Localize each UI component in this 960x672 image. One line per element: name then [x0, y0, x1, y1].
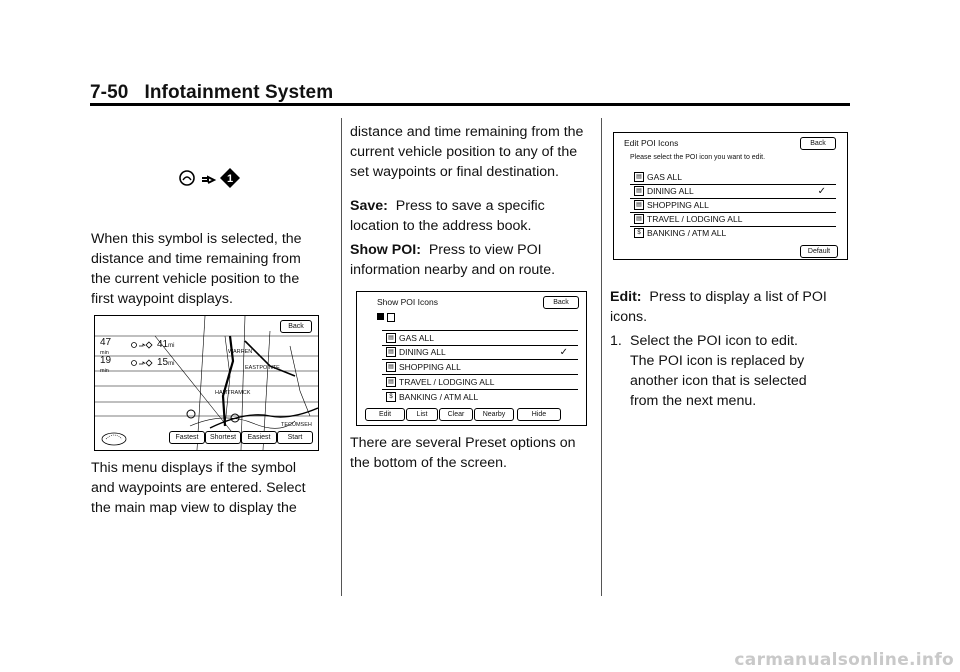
list-item[interactable]: ▤ GAS ALL: [382, 330, 578, 346]
poi-icon-2: [387, 313, 395, 322]
map-label-eastpointe: EASTPOINTE: [245, 365, 280, 371]
fastest-button[interactable]: Fastest: [169, 431, 205, 444]
col2-paragraph-1: distance and time remaining from the current vehicle position to any of the set waypoints or final destination.: [350, 124, 584, 180]
dining-icon: ▤: [634, 186, 644, 196]
shortest-button[interactable]: Shortest: [205, 431, 241, 444]
col2-paragraph-2: There are several Preset options on the bottom of the screen.: [350, 435, 576, 471]
dining-icon: ▤: [386, 347, 396, 357]
svg-text:1: 1: [226, 173, 234, 185]
map-label-hamtramck: HAMTRAMCK: [215, 390, 251, 396]
map-label-tecumseh: TECUMSEH: [281, 422, 312, 428]
hide-button[interactable]: Hide: [517, 408, 561, 421]
gauge-icon[interactable]: [100, 430, 128, 446]
step-1-text: Select the POI icon to edit. The POI icon is replaced by another icon that is selected from the next menu.: [630, 333, 807, 409]
page-header: [90, 82, 333, 104]
watermark: carmanualsonline.info: [734, 650, 954, 670]
show-poi-screen: [356, 291, 587, 426]
map-label-warren: WARREN: [228, 349, 253, 355]
banking-icon: $: [634, 228, 644, 238]
list-item[interactable]: ▤ GAS ALL: [630, 170, 836, 185]
banking-icon: $: [386, 392, 396, 402]
waypoint-distance-icon: [178, 165, 244, 191]
map-back-button[interactable]: Back: [280, 320, 312, 333]
route1-waypoint-icon: [131, 341, 153, 349]
list-item[interactable]: ▤ DINING ALL ✓: [382, 345, 578, 360]
checkmark-icon: ✓: [559, 346, 568, 358]
gas-icon: ▤: [634, 172, 644, 182]
travel-icon: ▤: [386, 377, 396, 387]
showpoi-description: Show POI: Press to view POI information nearby and on route.: [350, 242, 556, 278]
route2-time: 19 min: [100, 355, 112, 374]
default-button[interactable]: Default: [800, 245, 838, 258]
route2-distance: 15mi: [157, 357, 175, 368]
shopping-icon: ▤: [634, 200, 644, 210]
list-button[interactable]: List: [406, 408, 438, 421]
map-lines: [95, 316, 318, 450]
list-item[interactable]: ▤ TRAVEL / LODGING ALL: [382, 375, 578, 390]
show-poi-title: Show POI Icons: [377, 297, 438, 307]
edit-label: Edit:: [610, 289, 642, 305]
page-number: 7-50: [90, 82, 129, 103]
edit-poi-title: Edit POI Icons: [624, 138, 679, 148]
route1-time: 47 min: [100, 337, 112, 356]
edit-poi-list: [630, 170, 836, 244]
list-item[interactable]: ▤ TRAVEL / LODGING ALL: [630, 212, 836, 227]
header-rule: [90, 103, 850, 106]
list-item[interactable]: $ BANKING / ATM ALL: [630, 226, 836, 240]
poi-icon-1: [377, 313, 384, 320]
edit-poi-instruction: Please select the POI icon you want to edit.: [630, 154, 766, 161]
clear-button[interactable]: Clear: [439, 408, 473, 421]
save-label: Save:: [350, 198, 388, 214]
start-button[interactable]: Start: [277, 431, 313, 444]
edit-poi-screen: [613, 132, 848, 260]
showpoi-label: Show POI:: [350, 242, 421, 258]
save-description: Save: Press to save a specific location to the address book.: [350, 198, 545, 234]
col1-paragraph-1: When this symbol is selected, the distance and time remaining from the current vehicle position to the first waypoint displays.: [91, 231, 302, 307]
edit-button[interactable]: Edit: [365, 408, 405, 421]
list-item[interactable]: ▤ SHOPPING ALL: [630, 198, 836, 213]
col1-paragraph-2: This menu displays if the symbol and waypoints are entered. Select the main map view to display the: [91, 460, 306, 516]
step-1: [610, 331, 825, 411]
step-1-number: 1.: [610, 333, 622, 349]
show-poi-list: [382, 330, 578, 404]
map-screen: [94, 315, 319, 451]
shopping-icon: ▤: [386, 362, 396, 372]
list-item[interactable]: ▤ DINING ALL ✓: [630, 184, 836, 199]
list-item[interactable]: ▤ SHOPPING ALL: [382, 360, 578, 375]
edit-poi-back-button[interactable]: Back: [800, 137, 836, 150]
column-divider-1: [341, 118, 342, 596]
route2-waypoint-icon: [131, 359, 153, 367]
list-item[interactable]: $ BANKING / ATM ALL: [382, 390, 578, 404]
edit-description: Edit: Press to display a list of POI icons.: [610, 289, 827, 325]
column-divider-2: [601, 118, 602, 596]
section-title: Infotainment System: [144, 82, 334, 103]
nearby-button[interactable]: Nearby: [474, 408, 514, 421]
route1-distance: 41mi: [157, 339, 175, 350]
checkmark-icon: ✓: [817, 185, 826, 197]
show-poi-back-button[interactable]: Back: [543, 296, 579, 309]
easiest-button[interactable]: Easiest: [241, 431, 277, 444]
gas-icon: ▤: [386, 333, 396, 343]
travel-icon: ▤: [634, 214, 644, 224]
